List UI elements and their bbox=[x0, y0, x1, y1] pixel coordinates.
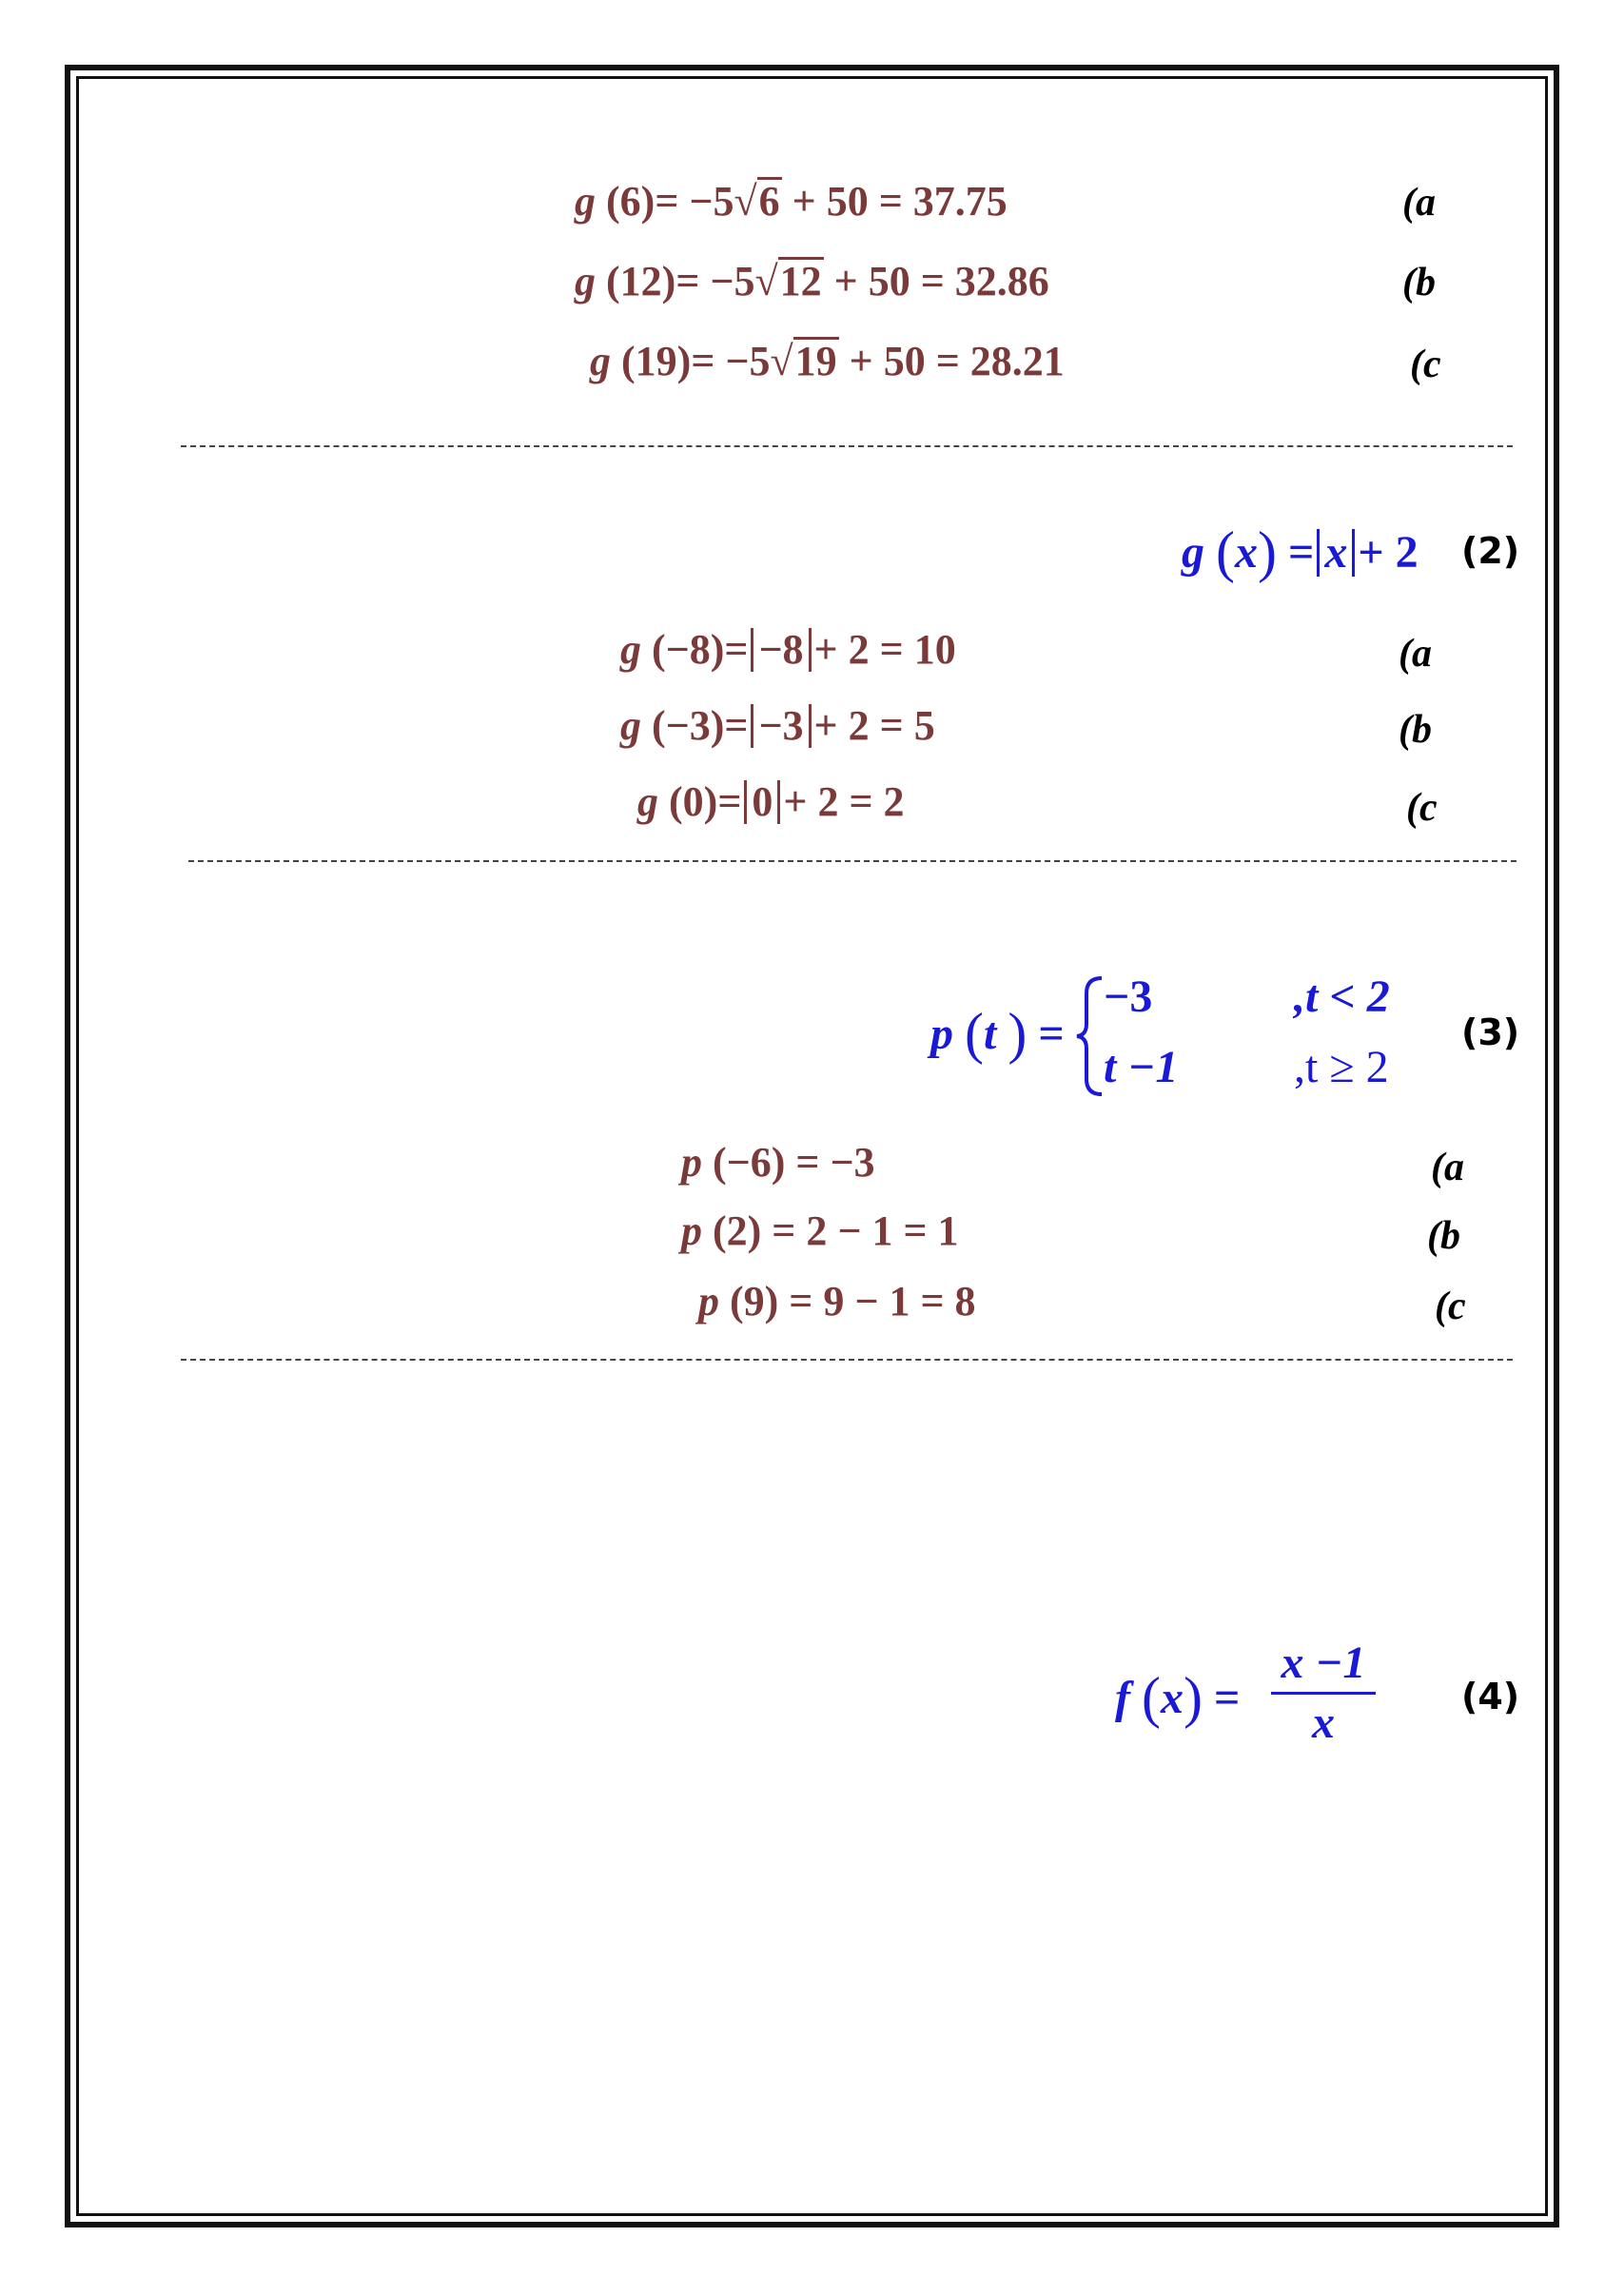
eq-1b: g (12)= −5√12 + 50 = 32.86 bbox=[575, 258, 1049, 304]
divider-2 bbox=[188, 860, 1516, 862]
sqrt-sign: √6 bbox=[734, 178, 780, 225]
piecewise-brace bbox=[1075, 974, 1105, 1098]
definition-2: g (x) = x + 2 bbox=[1182, 520, 1419, 583]
eq-3b: p (2) = 2 − 1 = 1 bbox=[681, 1207, 959, 1254]
problem-number-4: (4) bbox=[1461, 1676, 1520, 1717]
case-2-expr: t −1 bbox=[1104, 1042, 1179, 1092]
numerator: x −1 bbox=[1281, 1638, 1366, 1688]
case-1-expr: −3 bbox=[1104, 971, 1153, 1022]
label-3b: (b bbox=[1427, 1214, 1460, 1258]
label-3c: (c bbox=[1435, 1285, 1466, 1328]
label-2c: (c bbox=[1406, 786, 1438, 830]
eq-2c: g (0)= 0 + 2 = 2 bbox=[637, 778, 905, 825]
eq-3a: p (−6) = −3 bbox=[681, 1139, 875, 1186]
eq-1a: g (6)= −5√6 + 50 = 37.75 bbox=[575, 178, 1008, 225]
sqrt-sign: √12 bbox=[754, 258, 822, 304]
eq-3c: p (9) = 9 − 1 = 8 bbox=[698, 1278, 976, 1325]
problem-number-2: (2) bbox=[1461, 530, 1520, 572]
denominator: x bbox=[1312, 1697, 1335, 1748]
fraction-bar bbox=[1271, 1692, 1376, 1695]
label-1c: (c bbox=[1410, 343, 1441, 386]
definition-4-lhs: f (x) = bbox=[1115, 1666, 1241, 1729]
label-3a: (a bbox=[1431, 1146, 1464, 1189]
eq-2b: g (−3)= −3 + 2 = 5 bbox=[620, 702, 935, 749]
case-1-condition: ,t < 2 bbox=[1294, 971, 1390, 1022]
divider-3 bbox=[181, 1359, 1513, 1361]
sqrt-sign: √19 bbox=[770, 338, 837, 384]
label-1b: (b bbox=[1402, 261, 1436, 304]
absolute-bars: −8 bbox=[751, 628, 811, 672]
label-2b: (b bbox=[1399, 708, 1432, 752]
eq-1c: g (19)= −5√19 + 50 = 28.21 bbox=[590, 338, 1065, 384]
label-2a: (a bbox=[1399, 632, 1432, 676]
eq-2a: g (−8)= −8 + 2 = 10 bbox=[620, 626, 956, 673]
fraction bbox=[1271, 1640, 1376, 1746]
case-2-condition: ,t ≥ 2 bbox=[1294, 1042, 1389, 1092]
problem-number-3: (3) bbox=[1461, 1011, 1520, 1053]
label-1a: (a bbox=[1402, 181, 1436, 225]
absolute-bars: −3 bbox=[751, 704, 811, 748]
absolute-bars: x bbox=[1317, 529, 1355, 577]
definition-3-lhs: p (t ) = bbox=[930, 1002, 1065, 1065]
absolute-bars: 0 bbox=[744, 780, 780, 824]
divider-1 bbox=[181, 445, 1513, 447]
